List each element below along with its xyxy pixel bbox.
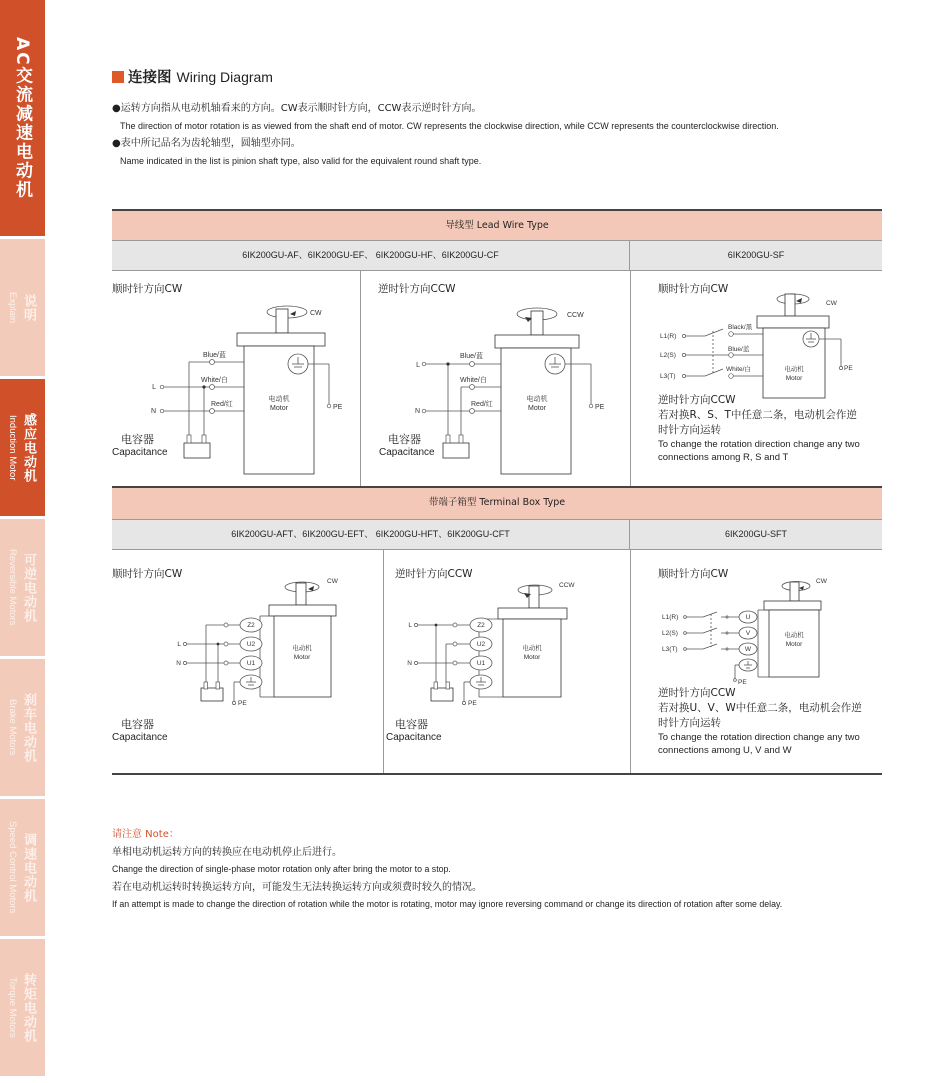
sf-note-zh1: 若对换R、S、T中任意二条，电动机会作逆 xyxy=(658,409,857,421)
wire-white-label: White/白 xyxy=(460,377,487,384)
ccw-direction-text: CCW xyxy=(567,312,584,319)
sidebar-nav xyxy=(0,0,45,1083)
wire-red-label: Red/红 xyxy=(211,401,233,408)
wire-black-label: Black/黑 xyxy=(728,324,753,331)
motor-en-label: Motor xyxy=(785,641,803,648)
note-line1-zh: 单相电动机运转方向的转换应在电动机停止后进行。 xyxy=(112,846,342,858)
sidebar-tab-brake-motors[interactable] xyxy=(0,659,45,796)
wire-white-label: White/白 xyxy=(726,366,751,373)
sft-note-en2: connections among U, V and W xyxy=(658,745,792,756)
sidebar-tab-speed-control-motors[interactable] xyxy=(0,799,45,936)
capacitor-en-label: Capacitance xyxy=(112,732,168,743)
pe-label: PE xyxy=(844,365,853,372)
sf-note-title: 逆时针方向CCW xyxy=(658,394,736,406)
capacitor-zh-label: 电容器 xyxy=(121,433,154,446)
terminal-u1-label: U1 xyxy=(246,660,256,667)
cw-direction-text: CW xyxy=(310,310,322,317)
terminal-z2-label: Z2 xyxy=(247,622,255,629)
sf-note-en1: To change the rotation direction change any two xyxy=(658,439,860,450)
terminal-box-models-sf: 6IK200GU-SFT xyxy=(724,529,788,539)
pe-label: PE xyxy=(238,700,247,707)
wiring-table xyxy=(112,209,882,775)
line-n-label: N xyxy=(176,660,181,667)
intro-notes xyxy=(112,100,779,170)
capacitor-zh-label: 电容器 xyxy=(395,718,428,731)
line-n-label: N xyxy=(414,408,420,415)
page-title-en: Wiring Diagram xyxy=(176,68,273,85)
note-line2-zh: 若在电动机运转时转换运转方向，可能发生无法转换运转方向或须费时较久的情况。 xyxy=(112,881,482,893)
sidebar-tab-sublabel: Brake Motors xyxy=(7,699,18,756)
sft-note-en1: To change the rotation direction change any two xyxy=(658,732,860,743)
title-square-icon xyxy=(112,71,124,83)
terminal-box-ccw-cell xyxy=(383,550,630,773)
motor-en-label: Motor xyxy=(528,405,546,412)
capacitor-zh-label: 电容器 xyxy=(388,433,421,446)
l1-label: L1(R) xyxy=(662,614,679,621)
sft-note-zh2: 时针方向运转 xyxy=(658,717,721,729)
cw-direction-text: CW xyxy=(327,578,338,585)
sidebar-tab-sublabel: Explain xyxy=(7,291,18,324)
lead-wire-ccw-cell xyxy=(360,271,630,486)
l3-label: L3(T) xyxy=(660,373,676,380)
motor-zh-label: 电动机 xyxy=(268,396,290,403)
line-l-label: L xyxy=(408,622,412,629)
wire-blue-label: Blue/蓝 xyxy=(460,353,483,360)
cw-direction-text: CW xyxy=(816,578,827,585)
sidebar-tab-label: 调速电动机 xyxy=(21,832,36,903)
capacitor-en-label: Capacitance xyxy=(386,732,442,743)
caution-note xyxy=(112,826,782,914)
sidebar-tab-sublabel: Torque Motors xyxy=(7,977,18,1038)
terminal-u1-label: U1 xyxy=(476,660,486,667)
lead-wire-models-main: 6IK200GU-AF、6IK200GU-EF、 6IK200GU-HF、6IK200GU-CF xyxy=(112,241,630,270)
line-l-label: L xyxy=(416,362,420,369)
ccw-label: 逆时针方向CCW xyxy=(395,568,473,580)
capacitor-en-label: Capacitance xyxy=(112,447,168,458)
sidebar-tab-torque-motors[interactable] xyxy=(0,939,45,1076)
l1-label: L1(R) xyxy=(660,333,677,340)
sidebar-tab-sublabel: Speed Control Motors xyxy=(7,821,18,914)
line-l-label: L xyxy=(152,384,156,391)
cw-label: 顺时针方向CW xyxy=(112,283,183,295)
lead-wire-sf-diagram xyxy=(631,271,882,406)
capacitor-en-label: Capacitance xyxy=(379,447,435,458)
l2-label: L2(S) xyxy=(660,352,676,359)
pe-label: PE xyxy=(738,679,747,686)
motor-en-label: Motor xyxy=(293,654,311,661)
pe-label: PE xyxy=(595,404,605,411)
lead-wire-models-row xyxy=(112,240,882,271)
note-line1-en: Change the direction of single-phase motor rotation only after bring the motor to a stop. xyxy=(112,864,451,874)
terminal-box-models-main: 6IK200GU-AFT、6IK200GU-EFT、 6IK200GU-HFT、6IK200GU-CFT xyxy=(112,520,630,549)
sft-note-zh1: 若对换U、V、W中任意二条，电动机会作逆 xyxy=(658,702,862,714)
lead-wire-sf-cell xyxy=(630,271,882,486)
motor-zh-label: 电动机 xyxy=(292,645,312,652)
sidebar-tab-explain[interactable] xyxy=(0,239,45,376)
intro-line2-zh: ●表中所记品名为齿轮轴型，圆轴型亦同。 xyxy=(112,138,301,149)
terminal-v-label: V xyxy=(745,630,751,637)
lead-wire-header: 导线型 Lead Wire Type xyxy=(112,209,882,240)
l3-label: L3(T) xyxy=(662,646,678,653)
sf-note-zh2: 时针方向运转 xyxy=(658,424,721,436)
line-l-label: L xyxy=(177,641,181,648)
motor-zh-label: 电动机 xyxy=(784,366,804,373)
sf-cw-label: 顺时针方向CW xyxy=(658,568,729,580)
l2-label: L2(S) xyxy=(662,630,678,637)
ccw-direction-text: CCW xyxy=(559,582,575,589)
lead-wire-diagrams-row xyxy=(112,271,882,488)
motor-zh-label: 电动机 xyxy=(522,645,542,652)
motor-en-label: Motor xyxy=(785,375,803,382)
motor-en-label: Motor xyxy=(270,405,288,412)
terminal-box-sf-diagram xyxy=(631,550,882,690)
wire-red-label: Red/红 xyxy=(471,401,493,408)
sidebar-tab-label: 转矩电动机 xyxy=(21,972,36,1043)
page-title xyxy=(112,66,273,87)
wire-blue-label: Blue/蓝 xyxy=(203,352,226,359)
terminal-box-sf-cell xyxy=(630,550,882,773)
terminal-u-label: U xyxy=(745,614,751,621)
sidebar-tab-label: 刹车电动机 xyxy=(21,692,36,763)
wire-blue-label: Blue/蓝 xyxy=(728,346,750,353)
page-title-zh: 连接图 xyxy=(128,70,172,86)
sft-reverse-note xyxy=(658,686,862,757)
intro-line1-en: The direction of motor rotation is as viewed from the shaft end of motor. CW represents the clockwise direction, while CCW represents the counterclockwise direction. xyxy=(120,120,779,131)
terminal-box-diagrams-row xyxy=(112,550,882,775)
terminal-u2-label: U2 xyxy=(246,641,256,648)
lead-wire-models-sf: 6IK200GU-SF xyxy=(727,250,785,260)
terminal-u2-label: U2 xyxy=(476,641,486,648)
terminal-z2-label: Z2 xyxy=(477,622,485,629)
sidebar-tab-reversible-motors[interactable] xyxy=(0,519,45,656)
wire-white-label: White/白 xyxy=(201,377,228,384)
note-heading: 请注意 Note： xyxy=(112,829,179,840)
sidebar-tab-label: 感应电动机 xyxy=(21,412,36,483)
capacitor-zh-label: 电容器 xyxy=(121,718,154,731)
terminal-w-label: W xyxy=(744,646,752,653)
motor-zh-label: 电动机 xyxy=(526,396,548,403)
motor-zh-label: 电动机 xyxy=(784,632,804,639)
lead-wire-cw-cell xyxy=(112,271,360,486)
terminal-box-models-row xyxy=(112,519,882,550)
intro-line2-en: Name indicated in the list is pinion shaft type, also valid for the equivalent round shaft type. xyxy=(120,155,482,166)
sf-cw-label: 顺时针方向CW xyxy=(658,283,729,295)
sidebar-tab-label: AC交流减速电动机 xyxy=(12,36,32,200)
sf-reverse-note xyxy=(658,393,860,464)
note-line2-en: If an attempt is made to change the direction of rotation while the motor is rotating, motor may ignore reversing command or change its direction of rotation after some delay. xyxy=(112,899,783,909)
sidebar-tab-label: 可逆电动机 xyxy=(21,552,36,623)
sf-note-en2: connections among R, S and T xyxy=(658,452,789,463)
ccw-label: 逆时针方向CCW xyxy=(378,283,456,295)
sidebar-tab-sublabel: Induction Motor xyxy=(7,414,18,481)
sft-note-title: 逆时针方向CCW xyxy=(658,687,736,699)
cw-label: 顺时针方向CW xyxy=(112,568,183,580)
motor-en-label: Motor xyxy=(523,654,541,661)
line-n-label: N xyxy=(150,408,156,415)
terminal-box-header: 带端子箱型 Terminal Box Type xyxy=(112,488,882,519)
terminal-box-cw-cell xyxy=(112,550,383,773)
line-n-label: N xyxy=(407,660,412,667)
intro-line1-zh: ●运转方向指从电动机轴看来的方向。CW表示顺时针方向，CCW表示逆时针方向。 xyxy=(112,103,482,114)
pe-label: PE xyxy=(333,404,343,411)
sidebar-tab-induction-motor[interactable] xyxy=(0,379,45,516)
sidebar-tab-sublabel: Reversible Motors xyxy=(7,549,18,626)
sidebar-tab-label: 说明 xyxy=(21,293,36,322)
pe-label: PE xyxy=(468,700,477,707)
sidebar-tab-ac-gear-motor[interactable] xyxy=(0,0,45,236)
cw-direction-text: CW xyxy=(826,300,837,307)
